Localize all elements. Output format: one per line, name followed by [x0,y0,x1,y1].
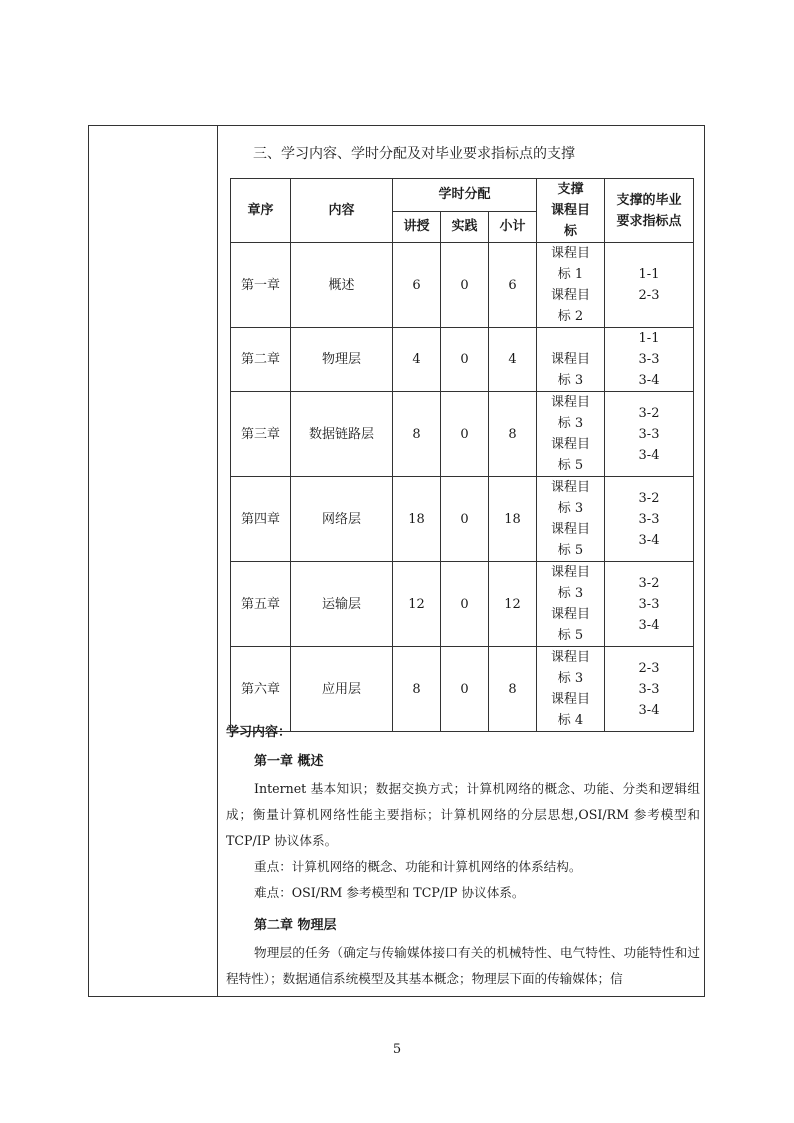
table-row [231,562,694,647]
cell-subtotal: 8 [489,647,537,732]
cell-points [605,477,694,562]
goal-line: 课程目 [550,480,590,495]
goal-line: 标 3 [557,373,584,388]
page-number: 5 [392,1042,402,1057]
point-line: 3-4 [638,373,660,388]
chapter-1-difficulties: 难点：OSI/RM 参考模型和 TCP/IP 协议体系。 [254,885,525,900]
goal-line: 课程目 [550,352,590,367]
cell-subtotal: 6 [489,243,537,328]
cell-subtotal: 12 [489,562,537,647]
point-line: 3-3 [638,352,660,367]
header-grad-line: 要求指标点 [616,213,682,229]
point-line: 3-3 [638,596,660,612]
point-line: 3-3 [638,511,660,527]
goal-line: 课程目 [550,650,590,665]
goal-line: 标 4 [557,713,584,728]
header-lecture: 讲授 [393,211,441,243]
cell-goals [537,562,605,647]
goal-line: 课程目 [550,395,590,410]
goal-line: 课程目 [550,437,590,452]
cell-content: 应用层 [291,647,393,732]
cell-content: 运输层 [291,562,393,647]
learning-content-section [226,724,700,992]
header-hours: 学时分配 [393,179,537,212]
goal-line: 课程目 [550,246,590,261]
point-line: 3-3 [638,426,660,442]
goal-line: 课程目 [550,522,590,537]
point-line: 2-3 [638,660,660,676]
point-line: 1-1 [638,267,660,282]
cell-practice: 0 [441,243,489,328]
point-line: 3-4 [638,617,660,633]
cell-points [605,243,694,328]
goal-line: 标 2 [557,309,584,324]
cell-subtotal: 8 [489,392,537,477]
cell-points [605,392,694,477]
cell-goals [537,392,605,477]
point-line: 2-3 [638,288,660,303]
hours-allocation-table [230,178,694,732]
cell-chapter: 第四章 [231,477,291,562]
table-row [231,477,694,562]
cell-lecture: 12 [393,562,441,647]
cell-practice: 0 [441,647,489,732]
cell-chapter: 第六章 [231,647,291,732]
goal-line: 标 5 [557,628,584,643]
header-content: 内容 [291,179,393,243]
goal-line: 标 3 [557,501,584,516]
header-grad-requirement [605,179,694,243]
cell-goals [537,328,605,392]
table-row [231,647,694,732]
cell-chapter: 第一章 [231,243,291,328]
cell-chapter: 第五章 [231,562,291,647]
cell-subtotal: 18 [489,477,537,562]
chapter-2-heading: 第二章 物理层 [254,918,337,933]
header-chapter: 章序 [231,179,291,243]
goal-line: 课程目 [550,288,590,303]
chapter-2-body: 物理层的任务（确定与传输媒体接口有关的机械特性、电气特性、功能特性和过程特性）；数据通信系统模型及其基本概念；物理层下面的传输媒体；信 [226,945,700,986]
cell-lecture: 8 [393,392,441,477]
cell-content: 数据链路层 [291,392,393,477]
cell-goals [537,243,605,328]
chapter-1-key-points: 重点：计算机网络的概念、功能和计算机网络的体系结构。 [254,859,582,874]
chapter-1-body: Internet 基本知识；数据交换方式；计算机网络的概念、功能、分类和逻辑组成；衡量计算机网络性能主要指标；计算机网络的分层思想,OSI/RM 参考模型和 TCP/IP 协议体系。 [226,781,700,848]
header-practice: 实践 [441,211,489,243]
point-line: 3-4 [638,447,660,463]
cell-lecture: 18 [393,477,441,562]
learning-content-title: 学习内容： [226,725,292,740]
cell-content: 概述 [291,243,393,328]
cell-lecture: 8 [393,647,441,732]
cell-chapter: 第二章 [231,328,291,392]
cell-practice: 0 [441,562,489,647]
header-course-goal-line: 标 [563,224,577,239]
section-heading: 三、学习内容、学时分配及对毕业要求指标点的支撑 [253,146,575,162]
point-line: 3-2 [638,575,660,591]
header-course-goal-line: 支撑 [557,182,584,197]
table-row [231,243,694,328]
header-subtotal: 小计 [489,211,537,243]
goal-line: 标 3 [557,416,584,431]
point-line: 1-1 [638,331,660,346]
point-line: 3-2 [638,405,660,421]
goal-line: 标 5 [557,458,584,473]
goal-line: 课程目 [550,692,590,707]
cell-points [605,328,694,392]
point-line: 3-2 [638,490,660,506]
cell-goals [537,647,605,732]
outer-column-divider [217,126,218,996]
cell-chapter: 第三章 [231,392,291,477]
table-row [231,328,694,392]
cell-content: 物理层 [291,328,393,392]
goal-line: 课程目 [550,607,590,622]
cell-goals [537,477,605,562]
cell-points [605,562,694,647]
cell-lecture: 4 [393,328,441,392]
cell-lecture: 6 [393,243,441,328]
cell-content: 网络层 [291,477,393,562]
chapter-1-heading: 第一章 概述 [254,754,324,769]
goal-line: 课程目 [550,565,590,580]
point-line: 3-4 [638,702,660,718]
point-line: 3-3 [638,681,660,697]
goal-line: 标 3 [557,586,584,601]
header-grad-line: 支撑的毕业 [616,192,682,208]
goal-line: 标 1 [557,267,584,282]
cell-practice: 0 [441,477,489,562]
goal-line: 标 5 [557,543,584,558]
cell-points [605,647,694,732]
cell-subtotal: 4 [489,328,537,392]
header-course-goal [537,179,605,243]
point-line: 3-4 [638,532,660,548]
goal-line: 标 3 [557,671,584,686]
cell-practice: 0 [441,392,489,477]
table-row [231,392,694,477]
cell-practice: 0 [441,328,489,392]
header-course-goal-line: 课程目 [550,203,590,218]
